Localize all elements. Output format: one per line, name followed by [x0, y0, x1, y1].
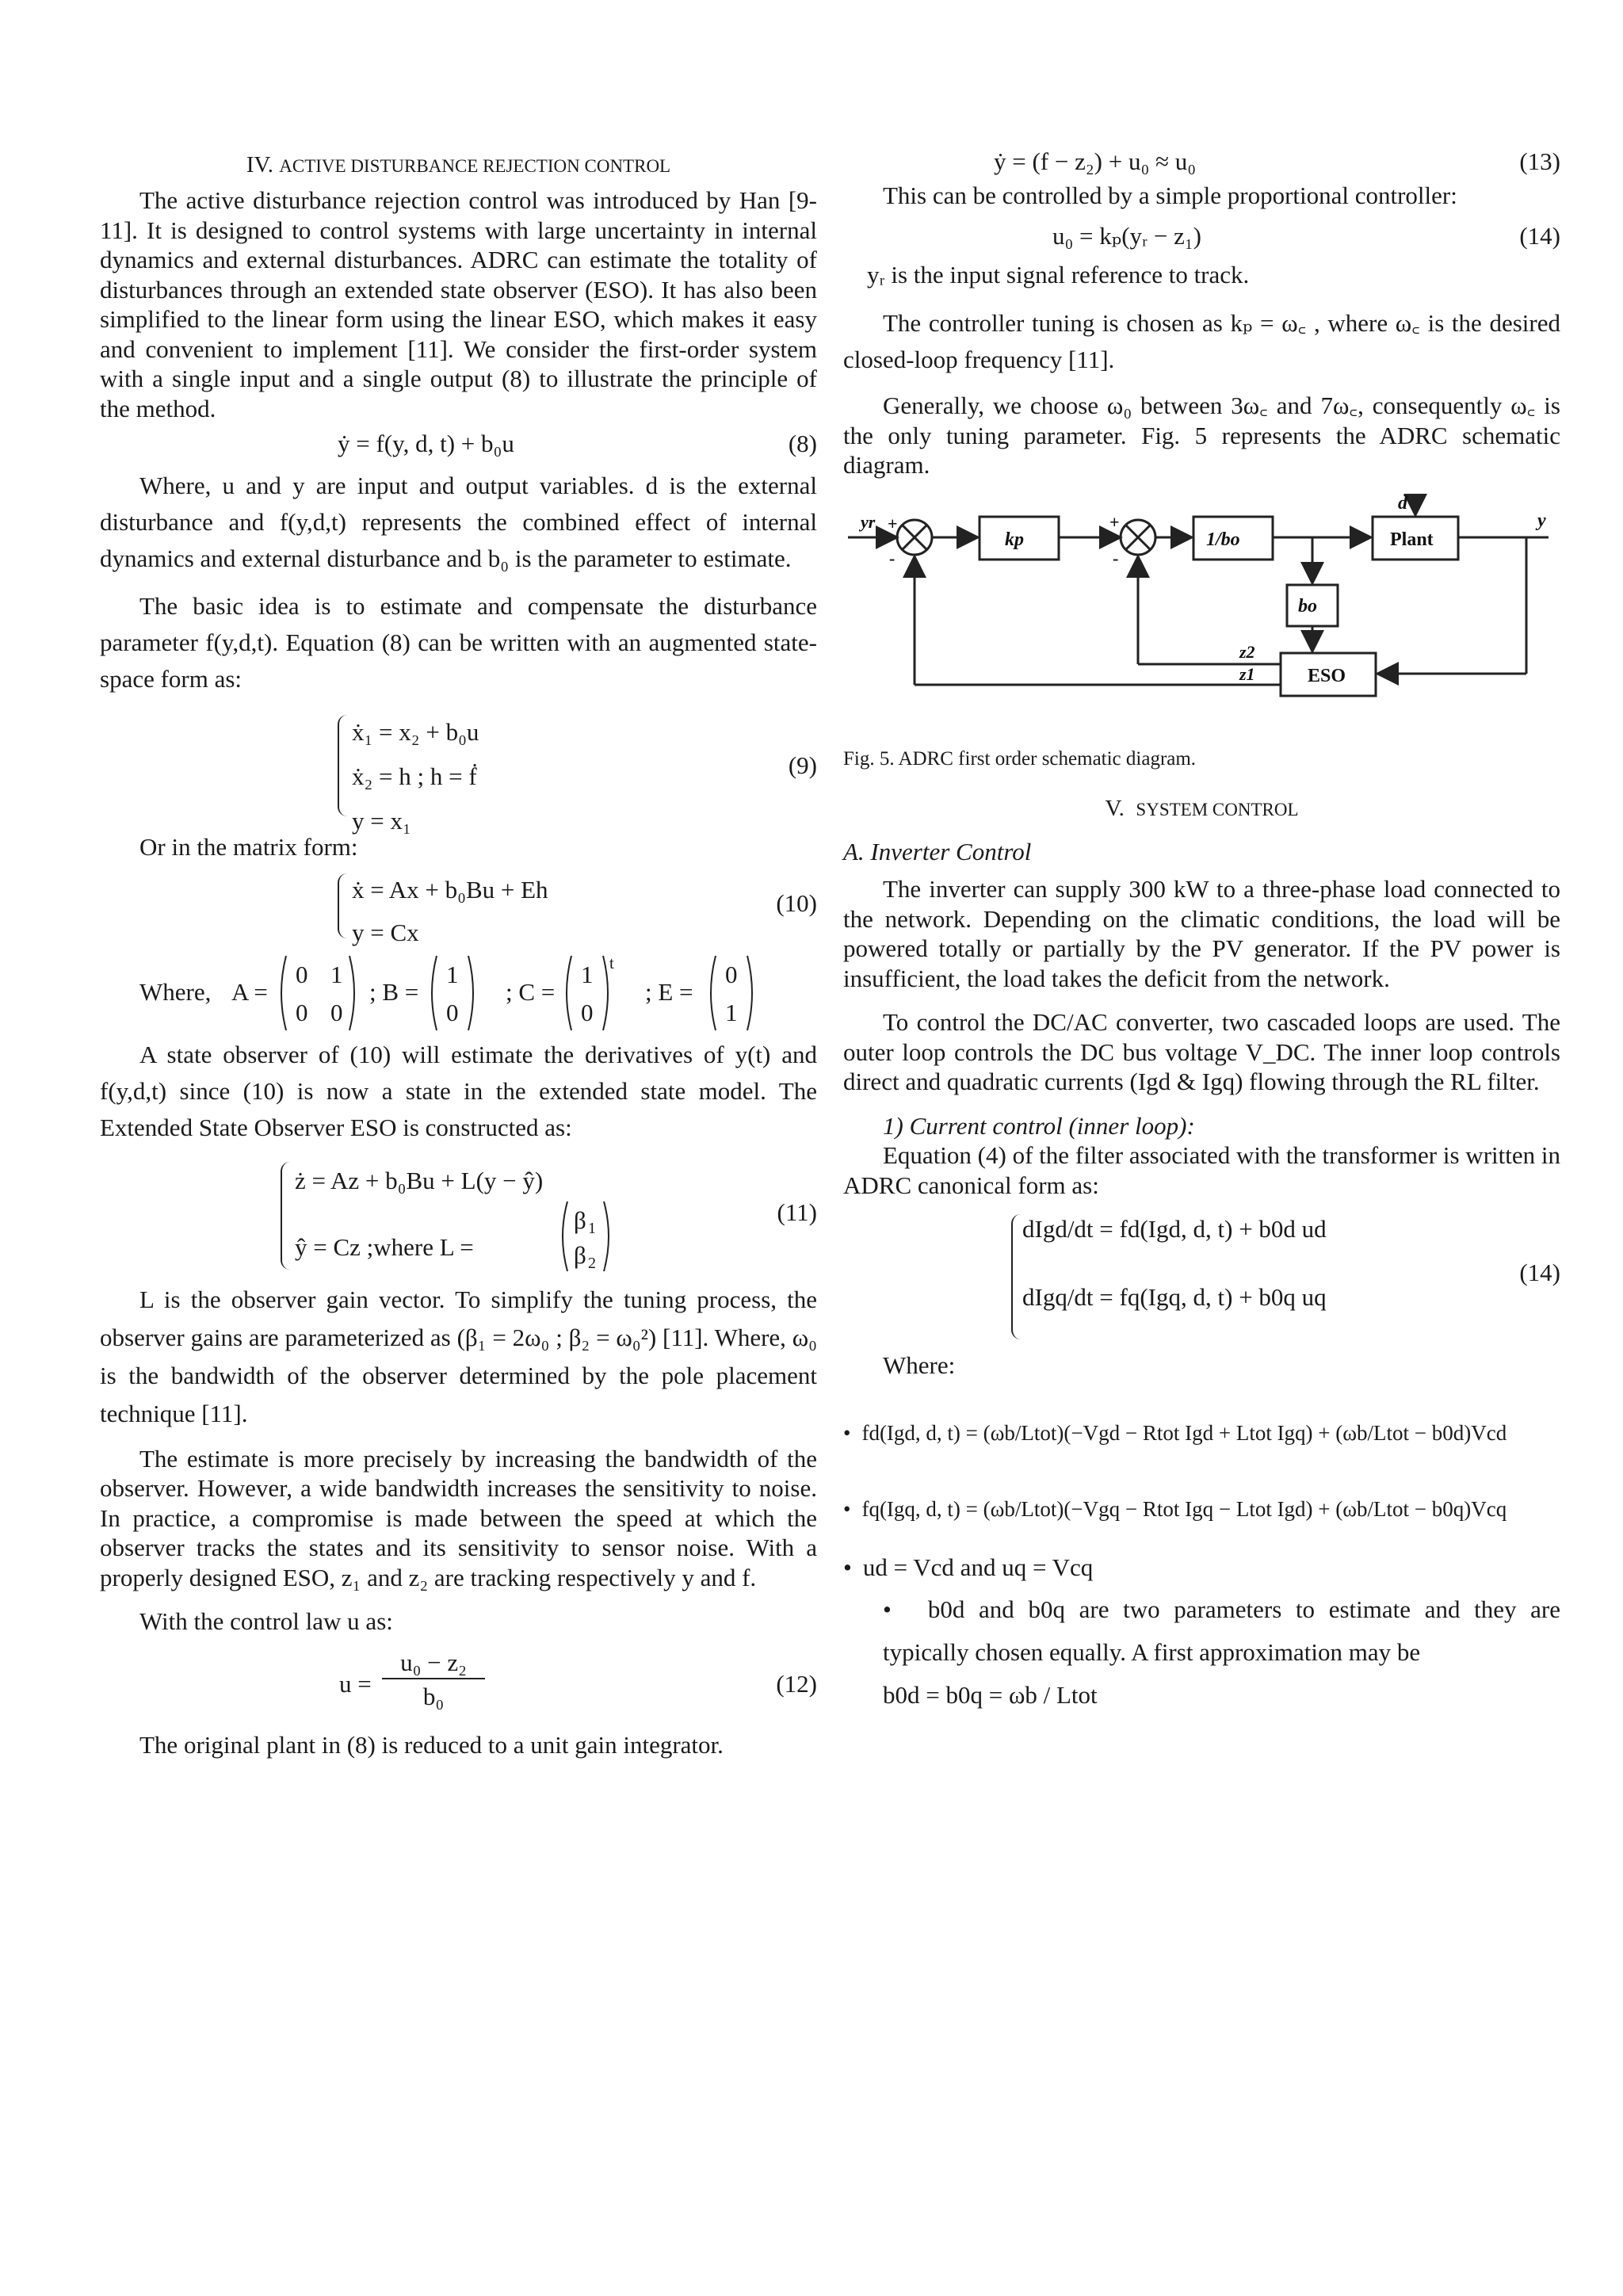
matrix-glyphs [278, 949, 833, 1037]
fig-label-y: y [1537, 510, 1546, 531]
fig-label-inv-b0: 1/bo [1206, 529, 1240, 550]
svg-text:-: - [889, 548, 896, 568]
svg-text:β: β [574, 1240, 586, 1269]
svg-text:+: + [1109, 511, 1120, 532]
fig-label-yr: yr [861, 511, 876, 532]
svg-text:0: 0 [725, 960, 738, 988]
fig-label-z1: z1 [1239, 663, 1255, 684]
equation-9: ẋ₁ = x₂ + b₀u ẋ₂ = h ; h = ḟ y = x₁ (9) [100, 697, 817, 832]
paragraph: A state observer of (10) will estimate the derivatives of y(t) and f(y,d,t) since (10) is now a state in the extended state model. The Extended State Observer ESO is constructed as: [100, 1040, 817, 1141]
paragraph: The controller tuning is chosen as kₚ = ω꜀ , where ω꜀ is the desired closed-loop frequency [11]. [843, 309, 1560, 373]
fig-label-bo: bo [1298, 595, 1317, 617]
fig-label-eso: ESO [1308, 665, 1346, 686]
svg-text:1: 1 [581, 960, 594, 988]
bullet-list [843, 1395, 1560, 1717]
svg-text:β: β [574, 1205, 586, 1234]
svg-text:0: 0 [330, 998, 343, 1026]
equation-14b: dIgd/dt = fd(Igd, d, t) + b0d ud dIgq/dt = fq(Igq, d, t) + b0q uq (14) [843, 1200, 1560, 1350]
equation-12: u = u₀ − z₂ b₀ (12) [339, 1648, 817, 1710]
paragraph: The original plant in (8) is reduced to a unit gain integrator. [139, 1730, 724, 1759]
bullet-item: • ud = Vcd and uq = Vcq [843, 1553, 1094, 1581]
svg-text:1: 1 [330, 960, 343, 988]
paragraph: Where, u and y are input and output variables. d is the external disturbance and f(y,d,t) represents the combined effect of internal dynamics and external disturbance and b₀ is the parameter to estimate. [100, 472, 817, 572]
svg-text:1: 1 [588, 1219, 596, 1237]
fig-label-plant: Plant [1390, 529, 1434, 550]
paragraph: The estimate is more precisely by increasing the bandwidth of the observer. However, a wide bandwidth increases the sensitivity to noise. In practice, a compromise is made between the speed at which the observer tracks the states and its sensitivity to sensor noise. With a properly designed ESO, z₁ and z₂ are tracking respectively y and f. [100, 1444, 817, 1591]
paragraph: L is the observer gain vector. To simplify the tuning process, the observer gains are parameterized as (β₁ = 2ω₀ ; β₂ = ω₀²) [11]. Where, ω₀ is the bandwidth of the observer determined by the pole placement technique [11]. [100, 1285, 817, 1427]
bullet-equation: b0d = b0q = ωb / Ltot [883, 1680, 1098, 1709]
paragraph: Or in the matrix form: [139, 833, 358, 861]
paragraph: The active disturbance rejection control was introduced by Han [9-11]. It is designed to control systems with large uncertainty in internal dynamics and external disturbances. ADRC can estimate the totality of disturbances through an extended state observer (ESO). It has also been simplified to the linear form using the linear ESO, which makes it easy and convenient to implement [11]. We consider the first-order system with a single input and a single output (8) to illustrate the principle of the method. [100, 186, 817, 422]
equation-13: ẏ = (f − z₂) + u₀ ≈ u₀ (13) [994, 147, 1560, 175]
equation-8: ẏ = f(y, d, t) + b₀u (8) [338, 430, 817, 457]
svg-text:2: 2 [588, 1254, 596, 1272]
bullet-item: • fq(Igq, d, t) = (ωb/Ltot)(−Vgq − Rtot Igq − Ltot Igd) + (ωb/Ltot − b0q)Vcq [843, 1496, 1507, 1521]
svg-text:-: - [1113, 548, 1119, 568]
paragraph: yᵣ is the input signal reference to track. [867, 260, 1250, 288]
bullet-item: • fd(Igd, d, t) = (ωb/Ltot)(−Vgd − Rtot Igd + Ltot Igq) + (ωb/Ltot − b0d)Vcd [843, 1420, 1507, 1445]
gain-vector [559, 1198, 615, 1274]
adrc-schematic-figure [843, 490, 1560, 728]
paragraph: The inverter can supply 300 kW to a three-phase load connected to the network. Depending on the climatic conditions, the load will be powered totally or partially by the PV generator. If the PV power is insufficient, the load takes the deficit from the network. [843, 875, 1560, 992]
paragraph: Where: [883, 1351, 956, 1379]
section-iv-title: IV. ACTIVE DISTURBANCE REJECTION CONTROL [246, 152, 671, 178]
equation-14a: u₀ = kₚ(yᵣ − z₁) (14) [1052, 221, 1560, 250]
svg-text:0: 0 [581, 998, 594, 1026]
matrix-definitions: Where, A = 0 1 0 0 1 0 1 0 t 0 1 ; B = ; C = ; E = [100, 949, 817, 1037]
right-column [843, 149, 1560, 1717]
svg-text:+: + [888, 513, 898, 533]
fig-label-z2: z2 [1239, 641, 1255, 662]
paragraph: This can be controlled by a simple proportional controller: [883, 181, 1457, 209]
left-column [100, 149, 817, 1759]
svg-text:1: 1 [725, 998, 738, 1026]
svg-text:0: 0 [446, 998, 459, 1026]
equation-10: ẋ = Ax + b₀Bu + Eh y = Cx (10) [100, 862, 817, 949]
paragraph: To control the DC/AC converter, two cascaded loops are used. The outer loop controls the DC bus voltage V_DC. The inner loop controls direct and quadratic currents (Igd & Igq) flowing through the RL filter. [843, 1008, 1560, 1095]
paragraph: With the control law u as: [139, 1607, 393, 1635]
subsubsection-title: 1) Current control (inner loop): [883, 1111, 1195, 1140]
svg-text:0: 0 [296, 960, 308, 988]
figure-caption: Fig. 5. ADRC first order schematic diagram. [843, 747, 1197, 770]
paragraph: Generally, we choose ω₀ between 3ω꜀ and 7ω꜀, consequently ω꜀ is the only tuning parameter. Fig. 5 represents the ADRC schematic diagram. [843, 392, 1560, 479]
section-v-title: V. SYSTEM CONTROL [1105, 795, 1299, 821]
paragraph: The basic idea is to estimate and compensate the disturbance parameter f(y,d,t). Equation (8) can be written with an augmented state-space form as: [100, 592, 817, 693]
svg-text:t: t [609, 953, 614, 972]
paragraph: Equation (4) of the filter associated with the transformer is written in ADRC canonical form as: [843, 1141, 1560, 1199]
bullet-item: • b0d and b0q are two parameters to estimate and they are typically chosen equally. A first approximation may be [883, 1595, 1560, 1666]
svg-text:0: 0 [296, 998, 308, 1026]
subsection-a-title: A. Inverter Control [843, 837, 1032, 865]
adrc-block-diagram [843, 490, 1560, 728]
fig-label-d: d [1398, 492, 1407, 514]
fig-label-kp: kp [1005, 529, 1024, 550]
equation-11: ż = Az + b₀Bu + L(y − ŷ) ŷ = Cz ;where L = β 1 β 2 (11) [100, 1146, 817, 1281]
svg-text:1: 1 [446, 960, 459, 988]
